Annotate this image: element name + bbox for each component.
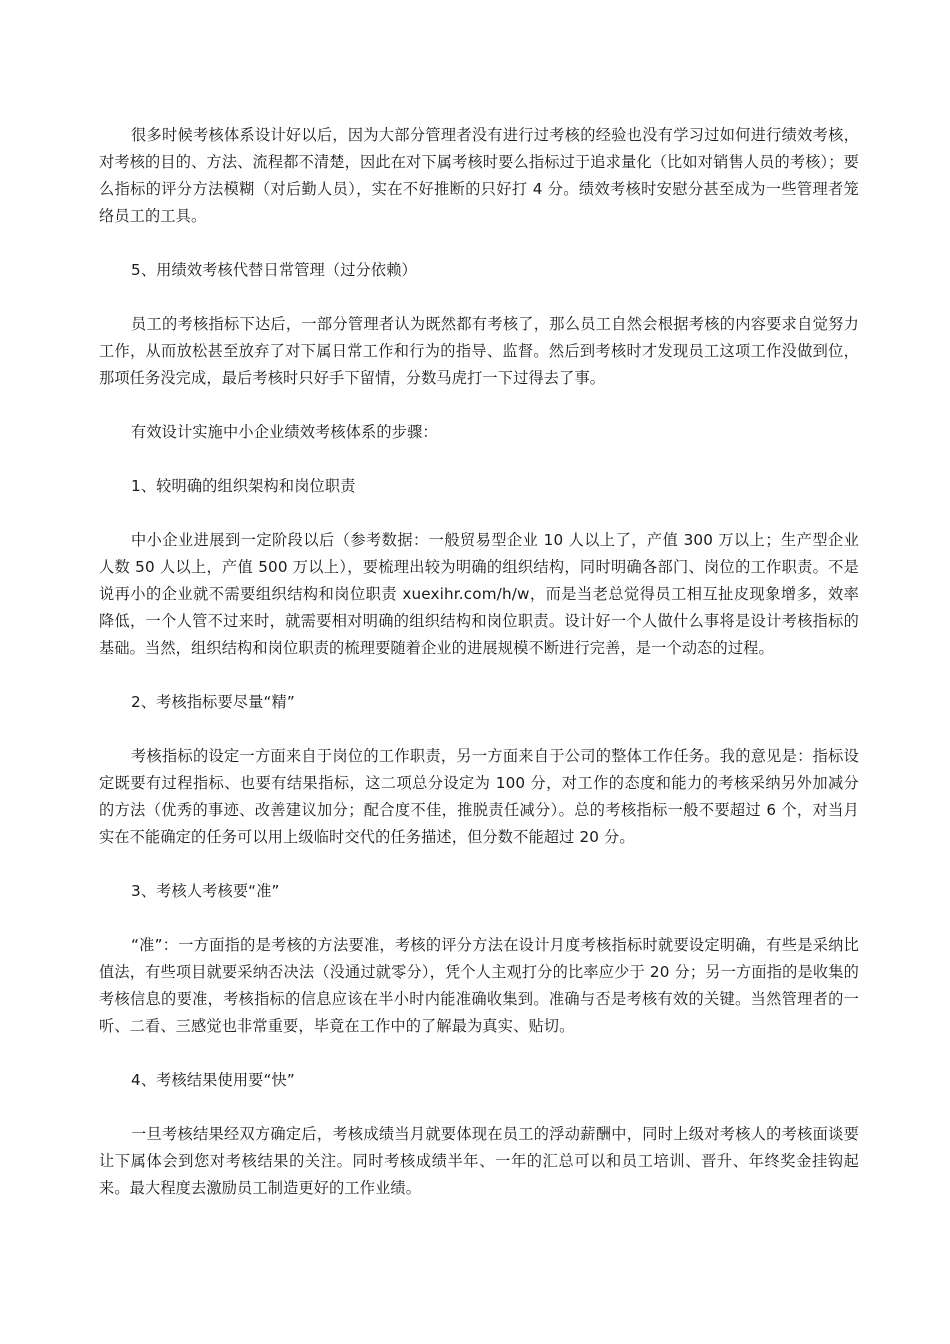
section-heading: 1、较明确的组织架构和岗位职责 (131, 477, 356, 495)
section-heading: 3、考核人考核要“准” (131, 882, 280, 900)
paragraph: “准”：一方面指的是考核的方法要准，考核的评分方法在设计月度考核指标时就要设定明确，有些是采纳比值法，有些项目就要采纳否决法（没通过就零分），凭个人主观打分的比率应少于 20 分；另一方面指的是收集的考核信息的要准，考核指标的信息应该在半小时内能准确收集到。准确与否是考核有效的关键。当然管理者的一听、二看、三感觉也非常重要，毕竟在工作中的了解最为真实、贴切。 (99, 936, 859, 1035)
section-heading: 有效设计实施中小企业绩效考核体系的步骤： (131, 423, 438, 441)
paragraph: 一旦考核结果经双方确定后，考核成绩当月就要体现在员工的浮动薪酬中，同时上级对考核人的考核面谈要让下属体会到您对考核结果的关注。同时考核成绩半年、一年的汇总可以和员工培训、晋升、年终奖金挂钩起来。最大程度去激励员工制造更好的工作业绩。 (99, 1125, 859, 1197)
paragraph: 考核指标的设定一方面来自于岗位的工作职责，另一方面来自于公司的整体工作任务。我的意见是：指标设定既要有过程指标、也要有结果指标，这二项总分设定为 100 分，对工作的态度和能力的考核采纳另外加减分的方法（优秀的事迹、改善建议加分；配合度不佳，推脱责任减分）。总的考核指标一般不要超过 6 个，对当月实在不能确定的任务可以用上级临时交代的任务描述，但分数不能超过 20 分。 (99, 747, 859, 846)
section-heading: 5、用绩效考核代替日常管理（过分依赖） (131, 261, 417, 279)
section-heading: 2、考核指标要尽量“精” (131, 693, 295, 711)
paragraph: 员工的考核指标下达后，一部分管理者认为既然都有考核了，那么员工自然会根据考核的内容要求自觉努力工作，从而放松甚至放弃了对下属日常工作和行为的指导、监督。然后到考核时才发现员工这项工作没做到位，那项任务没完成，最后考核时只好手下留情，分数马虎打一下过得去了事。 (99, 315, 859, 387)
section-heading: 4、考核结果使用要“快” (131, 1071, 295, 1089)
document-page (99, 122, 859, 1202)
paragraph: 很多时候考核体系设计好以后，因为大部分管理者没有进行过考核的经验也没有学习过如何进行绩效考核，对考核的目的、方法、流程都不清楚，因此在对下属考核时要么指标过于追求量化（比如对销售人员的考核）；要么指标的评分方法模糊（对后勤人员），实在不好推断的只好打 4 分。绩效考核时安慰分甚至成为一些管理者笼络员工的工具。 (99, 126, 859, 225)
paragraph: 中小企业进展到一定阶段以后（参考数据：一般贸易型企业 10 人以上了，产值 300 万以上；生产型企业人数 50 人以上，产值 500 万以上），要梳理出较为明确的组织结构，同时明确各部门、岗位的工作职责。不是说再小的企业就不需要组织结构和岗位职责 xuexihr.com/h/w，而是当老总觉得员工相互扯皮现象增多，效率降低，一个人管不过来时，就需要相对明确的组织结构和岗位职责。设计好一个人做什么事将是设计考核指标的基础。当然，组织结构和岗位职责的梳理要随着企业的进展规模不断进行完善，是一个动态的过程。 (99, 531, 859, 657)
